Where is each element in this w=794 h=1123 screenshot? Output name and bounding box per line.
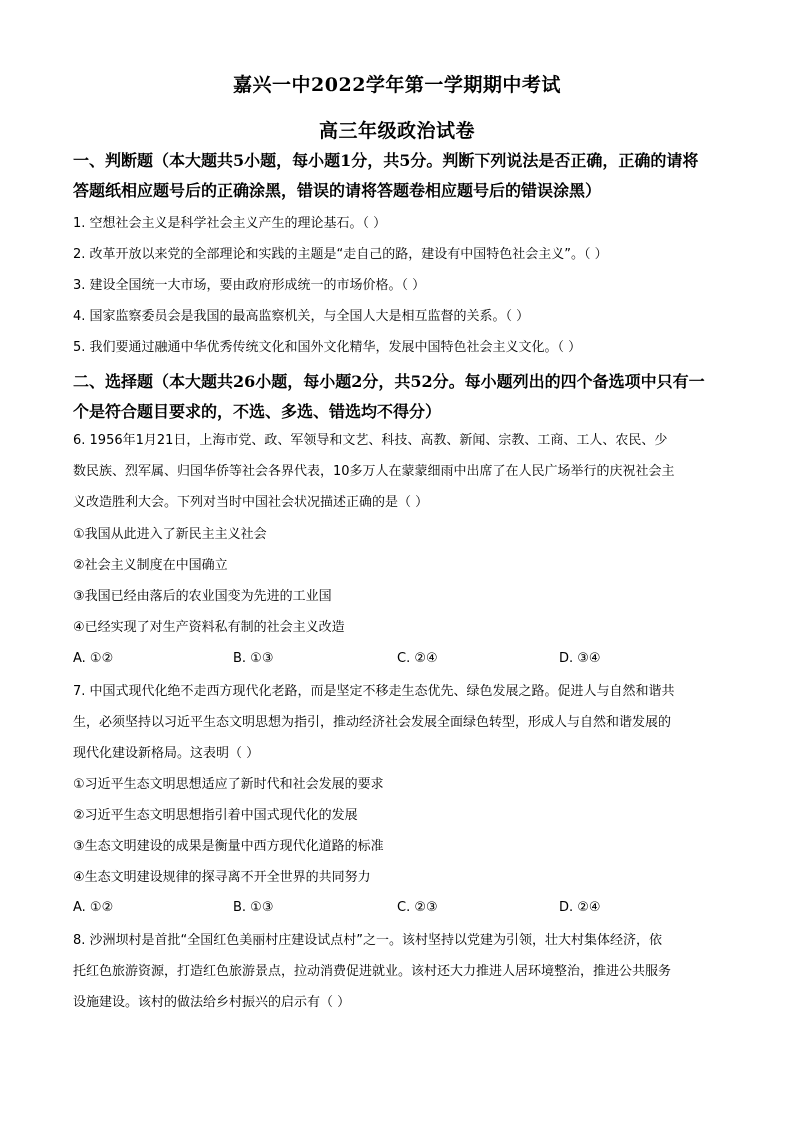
q7-option-a: A. ①② — [73, 900, 114, 915]
q6-statement-3: ③我国已经由落后的农业国变为先进的工业国 — [73, 589, 332, 604]
q6-option-a: A. ①② — [73, 651, 114, 666]
section1-heading-line1: 一、判断题（本大题共5小题，每小题1分，共5分。判断下列说法是否正确，正确的请将 — [73, 151, 699, 170]
q6-option-d: D. ③④ — [559, 651, 601, 666]
q6-stem-line2: 数民族、烈军属、归国华侨等社会各界代表，10多万人在蒙蒙细雨中出席了在人民广场举行的庆祝社会主 — [73, 464, 675, 479]
q7-option-b: B. ①③ — [233, 900, 274, 915]
q6-statement-4: ④已经实现了对生产资料私有制的社会主义改造 — [73, 620, 345, 635]
q7-stem-line3: 现代化建设新格局。这表明（ ） — [73, 746, 260, 761]
q6-stem-line1: 6. 1956年1月21日，上海市党、政、军领导和文艺、科技、高教、新闻、宗教、工商、工人、农民、少 — [73, 433, 668, 448]
exam-subtitle: 高三年级政治试卷 — [318, 120, 475, 142]
q6-statement-1: ①我国从此进入了新民主主义社会 — [73, 527, 267, 542]
judgment-item-3: 3. 建设全国统一大市场，要由政府形成统一的市场价格。（ ） — [73, 278, 426, 293]
q8-stem-line2: 托红色旅游资源，打造红色旅游景点，拉动消费促进就业。该村还大力推进人居环境整治，推进公共服务 — [73, 964, 672, 979]
q6-option-c: C. ②④ — [397, 651, 438, 666]
q7-option-c: C. ②③ — [397, 900, 438, 915]
q6-options — [73, 651, 733, 669]
judgment-item-4: 4. 国家监察委员会是我国的最高监察机关，与全国人大是相互监督的关系。（ ） — [73, 309, 530, 324]
section2-heading-line2: 个是符合题目要求的，不选、多选、错选均不得分） — [73, 402, 442, 421]
q7-options — [73, 900, 733, 918]
q7-statement-4: ④生态文明建设规律的探寻离不开全世界的共同努力 — [73, 870, 371, 885]
q8-stem-line1: 8. 沙洲坝村是首批“全国红色美丽村庄建设试点村”之一。该村坚持以党建为引领，壮大村集体经济，依 — [73, 933, 663, 948]
q7-statement-2: ②习近平生态文明思想指引着中国式现代化的发展 — [73, 808, 358, 823]
q7-statement-1: ①习近平生态文明思想适应了新时代和社会发展的要求 — [73, 777, 384, 792]
section1-heading-line2: 答题纸相应题号后的正确涂黑，错误的请将答题卷相应题号后的错误涂黑） — [73, 181, 602, 200]
q7-stem-line2: 生，必须坚持以习近平生态文明思想为指引，推动经济社会发展全面绿色转型，形成人与自然和谐发展的 — [73, 715, 672, 730]
q6-stem-line3: 义改造胜利大会。下列对当时中国社会状况描述正确的是（ ） — [73, 495, 429, 510]
q7-option-d: D. ②④ — [559, 900, 601, 915]
judgment-item-2: 2. 改革开放以来党的全部理论和实践的主题是“走自己的路，建设有中国特色社会主义”。（ ） — [73, 247, 608, 262]
exam-title: 嘉兴一中2022学年第一学期期中考试 — [233, 74, 561, 96]
section2-heading-line1: 二、选择题（本大题共26小题，每小题2分，共52分。每小题列出的四个备选项中只有一 — [73, 372, 705, 391]
judgment-item-1: 1. 空想社会主义是科学社会主义产生的理论基石。（ ） — [73, 216, 387, 231]
q7-statement-3: ③生态文明建设的成果是衡量中西方现代化道路的标准 — [73, 839, 384, 854]
judgment-item-5: 5. 我们要通过融通中华优秀传统文化和国外文化精华，发展中国特色社会主义文化。（ ） — [73, 340, 582, 355]
q6-option-b: B. ①③ — [233, 651, 274, 666]
q7-stem-line1: 7. 中国式现代化绝不走西方现代化老路，而是坚定不移走生态优先、绿色发展之路。促进人与自然和谐共 — [73, 684, 675, 699]
q6-statement-2: ②社会主义制度在中国确立 — [73, 558, 228, 573]
q8-stem-line3: 设施建设。该村的做法给乡村振兴的启示有（ ） — [73, 995, 351, 1010]
